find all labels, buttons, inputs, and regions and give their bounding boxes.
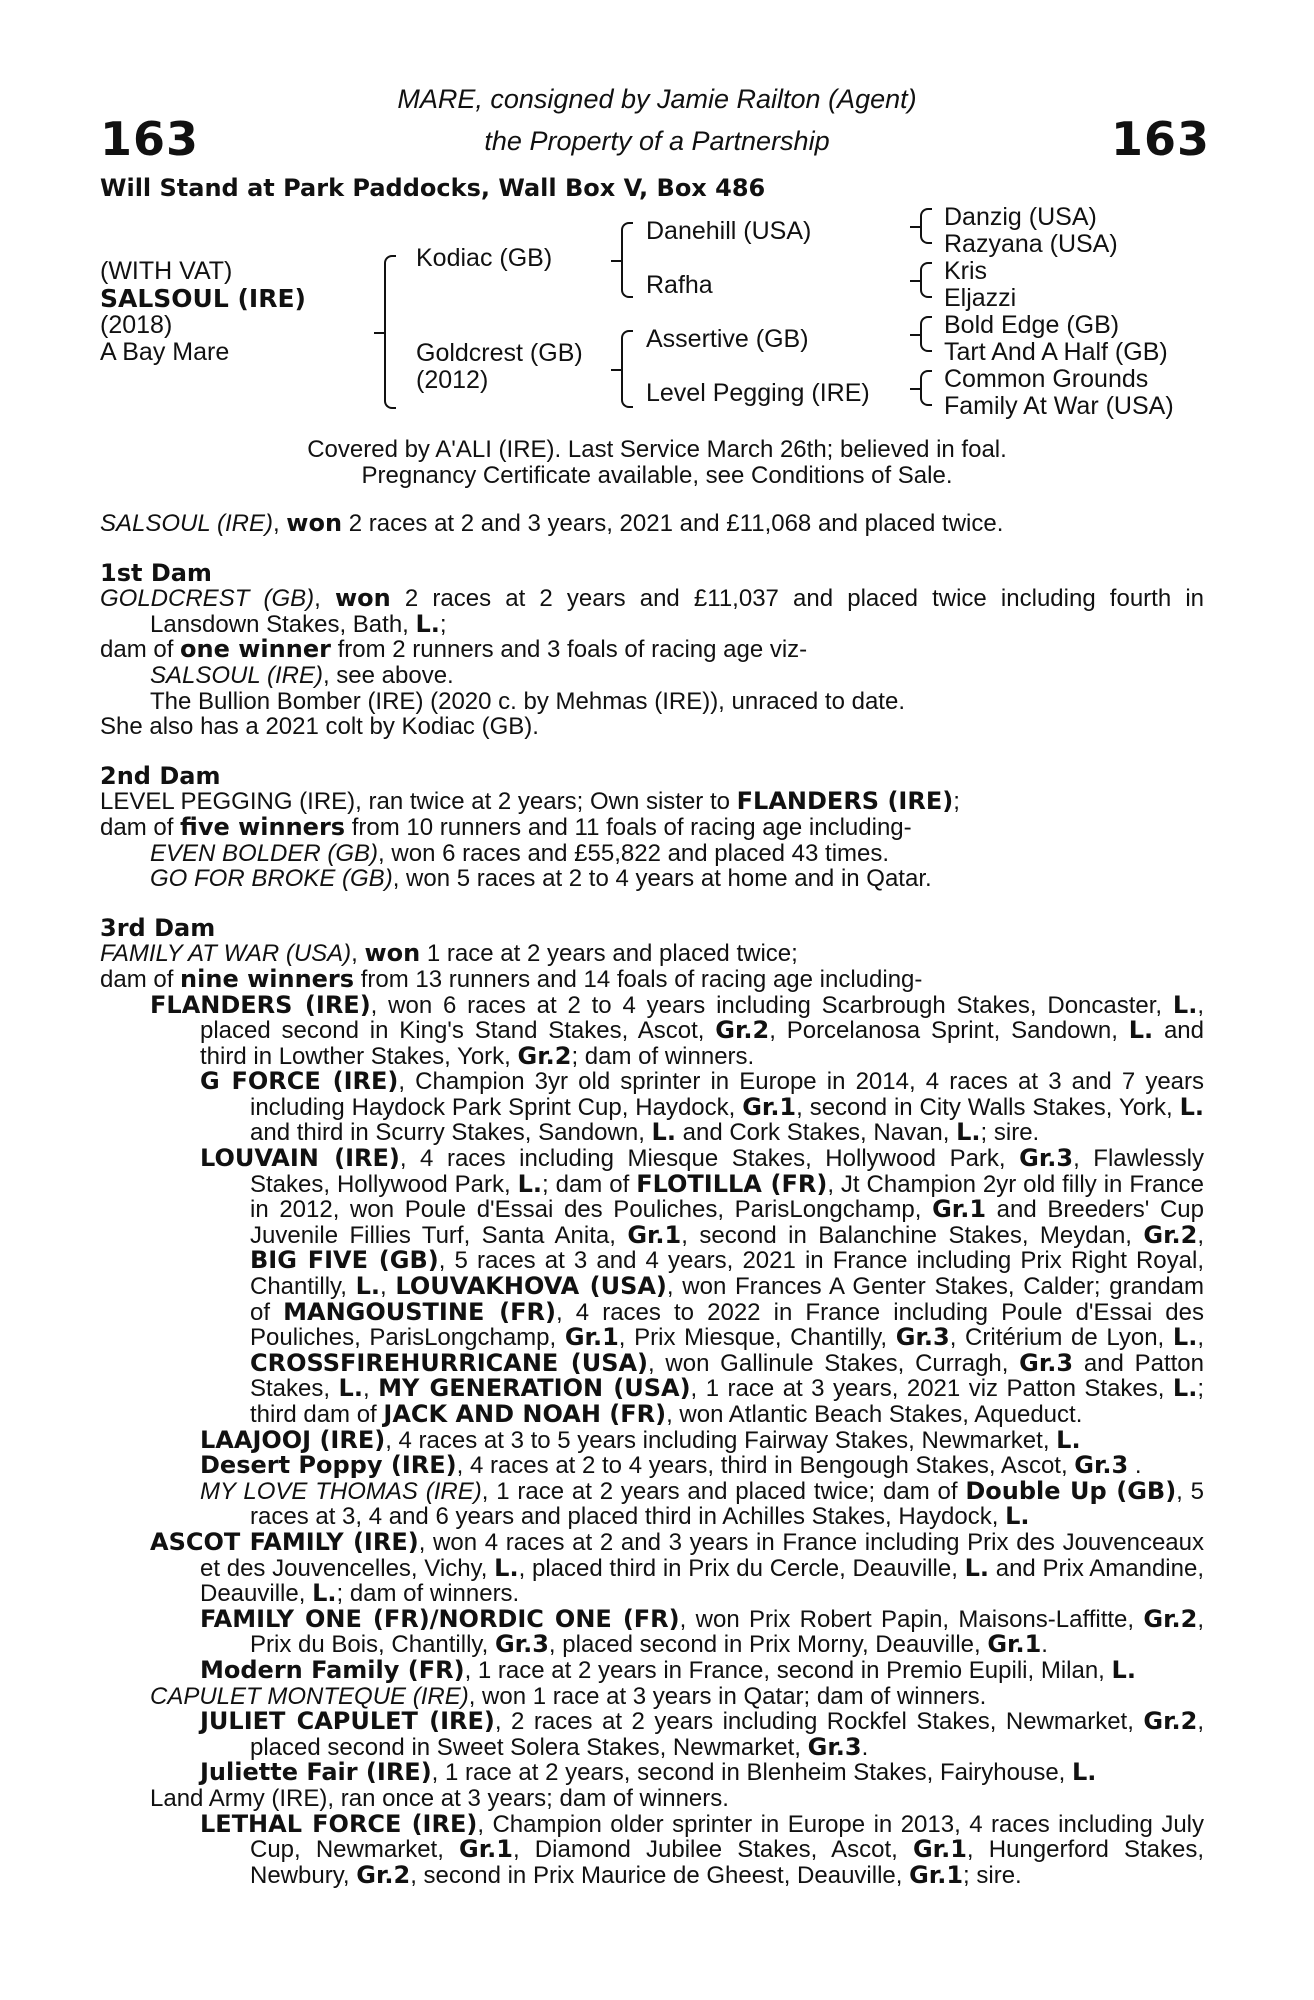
- first-dam-heading: 1st Dam: [100, 558, 212, 587]
- entry-louvain: LOUVAIN (IRE), 4 races including Miesque Stakes, Hollywood Park, Gr.3, Flawlessly Stakes, Hollywood Park, L.; dam of FLOTILLA (FR), Jt Champion 2yr old filly in France in 2012, won Poule d'Essai des Pouliches, ParisLongchamp, Gr.1 and Breeders' Cup Juvenile Fillies Turf, Santa Anita, Gr.1, second in Balanchine Stakes, Meydan, Gr.2, BIG FIVE (GB), 5 races at 3 and 4 years, 2021 in France including Prix Right Royal, Chantilly, L., LOUVAKHOVA (USA), won Frances A Genter Stakes, Calder; grandam of MANGOUSTINE (FR), 4 races to 2022 in France including Poule d'Essai des Pouliches, ParisLongchamp, Gr.1, Prix Miesque, Chantilly, Gr.3, Critérium de Lyon, L., CROSSFIREHURRICANE (USA), won Gallinule Stakes, Curragh, Gr.3 and Patton Stakes, L., MY GENERATION (USA), 1 race at 3 years, 2021 viz Patton Stakes, L.; third dam of JACK AND NOAH (FR), won Atlantic Beach Stakes, Aqueduct.: [200, 1144, 1205, 1428]
- second-dam-foal-2: GO FOR BROKE (GB), won 5 races at 2 to 4 years at home and in Qatar.: [150, 865, 932, 893]
- entry-lethal-force: LETHAL FORCE (IRE), Champion older sprinter in Europe in 2013, 4 races including July Cup, Newmarket, Gr.1, Diamond Jubilee Stakes, Ascot, Gr.1, Hungerford Stakes, Newbury, Gr.2, second in Prix Maurice de Gheest, Deauville, Gr.1; sire.: [200, 1809, 1205, 1889]
- entry-my-love-thomas: MY LOVE THOMAS (IRE), 1 race at 2 years and placed twice; dam of Double Up (GB), 5 races at 3, 4 and 6 years and placed third in Achilles Stakes, Haydock, L.: [200, 1476, 1205, 1531]
- dam-dam: Level Pegging (IRE): [646, 379, 870, 407]
- sire-dam: Rafha: [646, 271, 713, 299]
- entry-land-army: Land Army (IRE), ran once at 3 years; dam of winners.: [150, 1784, 729, 1812]
- second-dam-produce: dam of five winners from 10 runners and 11 foals of racing age including-: [100, 812, 912, 841]
- first-dam-foal-2: The Bullion Bomber (IRE) (2020 c. by Mehmas (IRE)), unraced to date.: [150, 687, 905, 715]
- cover-line-2: Pregnancy Certificate available, see Conditions of Sale.: [361, 462, 953, 489]
- first-dam-produce: dam of one winner from 2 runners and 3 foals of racing age viz-: [100, 635, 808, 664]
- entry-ascot-family: ASCOT FAMILY (IRE), won 4 races at 2 and 3 years in France including Prix des Jouvenceaux et des Jouvencelles, Vichy, L., placed third in Prix du Cercle, Deauville, L. and Prix Amandine, Deauville, L.; dam of winners.: [150, 1527, 1205, 1608]
- entry-laajooj: LAAJOOJ (IRE), 4 races at 3 to 5 years including Fairway Stakes, Newmarket, L.: [200, 1425, 1081, 1454]
- cover-line-1: Covered by A'ALI (IRE). Last Service March 26th; believed in foal.: [307, 436, 1007, 463]
- dam-sire: Assertive (GB): [646, 325, 809, 353]
- lot-number-left: 163: [100, 112, 200, 166]
- entry-juliet-capulet: JULIET CAPULET (IRE), 2 races at 2 years including Rockfel Stakes, Newmarket, Gr.2, placed second in Sweet Solera Stakes, Newmarket, Gr.3.: [200, 1707, 1204, 1761]
- entry-capulet-monteque: CAPULET MONTEQUE (IRE), won 1 race at 3 years in Qatar; dam of winners.: [150, 1682, 987, 1710]
- horse-year: (2018): [100, 311, 173, 339]
- pedigree-brace-2b: [621, 330, 633, 408]
- pedigree-brace-3c: [920, 316, 932, 352]
- ped-ddd: Family At War (USA): [944, 392, 1174, 420]
- horse-name: SALSOUL (IRE): [100, 284, 306, 313]
- entry-juliette-fair: Juliette Fair (IRE), 1 race at 2 years, second in Blenheim Stakes, Fairyhouse, L.: [200, 1758, 1097, 1787]
- ped-sdd: Eljazzi: [944, 284, 1017, 312]
- sire: Kodiac (GB): [416, 244, 553, 272]
- sire-sire: Danehill (USA): [646, 217, 812, 245]
- intro-line: SALSOUL (IRE), won 2 races at 2 and 3 years, 2021 and £11,068 and placed twice.: [100, 509, 1004, 537]
- entry-family-one: FAMILY ONE (FR)/NORDIC ONE (FR), won Prix Robert Papin, Maisons-Laffitte, Gr.2, Prix du Bois, Chantilly, Gr.3, placed second in Prix Morny, Deauville, Gr.1.: [200, 1604, 1204, 1659]
- vat-note: (WITH VAT): [100, 257, 233, 285]
- pedigree-brace-3b: [920, 262, 932, 298]
- entry-flanders: FLANDERS (IRE), won 6 races at 2 to 4 years including Scarbrough Stakes, Doncaster, L., placed second in King's Stand Stakes, Ascot, Gr.2, Porcelanosa Sprint, Sandown, L. and third in Lowther Stakes, York, Gr.2; dam of winners.: [150, 990, 1204, 1070]
- pedigree-brace-1: [384, 255, 396, 409]
- consignment-line-1: MARE, consigned by Jamie Railton (Agent): [397, 84, 917, 114]
- second-dam-heading: 2nd Dam: [100, 761, 221, 790]
- dam: Goldcrest (GB): [416, 339, 583, 367]
- first-dam-foal-1: SALSOUL (IRE), see above.: [150, 661, 454, 689]
- stand-info: Will Stand at Park Paddocks, Wall Box V, Box 486: [100, 174, 766, 202]
- ped-dsd: Tart And A Half (GB): [944, 338, 1168, 366]
- consignment-line-2: the Property of a Partnership: [484, 126, 830, 156]
- entry-g-force: G FORCE (IRE), Champion 3yr old sprinter in Europe in 2014, 4 races at 3 and 7 years including Haydock Park Sprint Cup, Haydock, Gr.1, second in City Walls Stakes, York, L. and third in Scurry Stakes, Sandown, L. and Cork Stakes, Navan, L.; sire.: [200, 1067, 1205, 1147]
- pedigree-brace-3d: [920, 370, 932, 406]
- ped-dds: Common Grounds: [944, 365, 1149, 393]
- pedigree-brace-3a: [920, 208, 932, 244]
- second-dam-line: LEVEL PEGGING (IRE), ran twice at 2 years; Own sister to FLANDERS (IRE);: [100, 787, 960, 816]
- catalogue-body: [100, 511, 1204, 1888]
- second-dam-foal-1: EVEN BOLDER (GB), won 6 races and £55,822 and placed 43 times.: [150, 839, 890, 867]
- dam-year: (2012): [416, 366, 489, 394]
- ped-sds: Kris: [944, 257, 988, 285]
- pedigree-brace-2a: [621, 222, 633, 298]
- entry-modern-family: Modern Family (FR), 1 race at 2 years in France, second in Premio Eupili, Milan, L.: [200, 1655, 1136, 1684]
- ped-sss: Danzig (USA): [944, 203, 1097, 231]
- lot-number-right: 163: [1110, 112, 1210, 166]
- ped-dss: Bold Edge (GB): [944, 311, 1120, 339]
- third-dam-heading: 3rd Dam: [100, 913, 216, 942]
- entry-desert-poppy: Desert Poppy (IRE), 4 races at 2 to 4 years, third in Bengough Stakes, Ascot, Gr.3 .: [200, 1451, 1142, 1480]
- third-dam-line: FAMILY AT WAR (USA), won 1 race at 2 years and placed twice;: [100, 939, 798, 968]
- third-dam-produce: dam of nine winners from 13 runners and 14 foals of racing age including-: [100, 964, 923, 993]
- ped-ssd: Razyana (USA): [944, 230, 1118, 258]
- first-dam-note: She also has a 2021 colt by Kodiac (GB).: [100, 713, 539, 741]
- horse-description: A Bay Mare: [100, 338, 230, 366]
- first-dam-line: GOLDCREST (GB), won 2 races at 2 years and £11,037 and placed twice including fourth in Lansdown Stakes, Bath, L.;: [100, 584, 1205, 638]
